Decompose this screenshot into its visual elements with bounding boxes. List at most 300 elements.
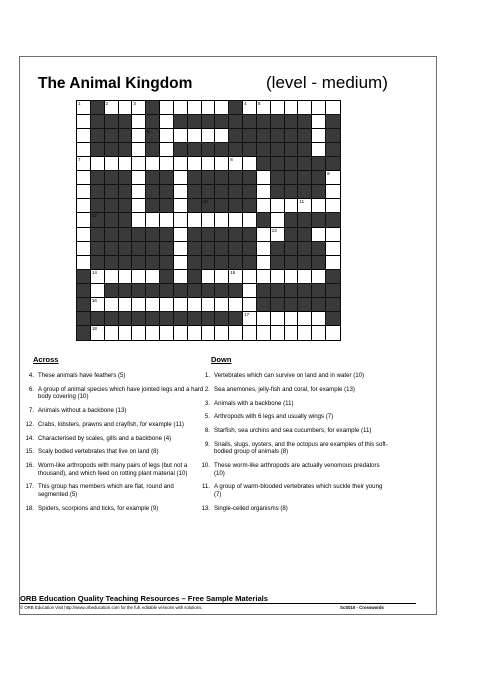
grid-block (132, 228, 146, 242)
grid-block (146, 171, 160, 185)
grid-block (132, 284, 146, 298)
clue-number-label: 4. (28, 372, 34, 379)
grid-cell[interactable] (312, 326, 326, 340)
clue-number-label: 16. (25, 462, 34, 470)
grid-cell[interactable] (132, 101, 146, 115)
grid-cell[interactable] (215, 298, 229, 312)
clue-number: 13 (271, 227, 277, 233)
grid-cell[interactable] (77, 213, 91, 227)
grid-block (298, 171, 312, 185)
grid-block (188, 284, 202, 298)
clue-number: 7 (78, 157, 81, 163)
grid-cell[interactable] (298, 326, 312, 340)
grid-block (202, 115, 216, 129)
grid-cell[interactable] (202, 157, 216, 171)
grid-cell[interactable] (119, 270, 133, 284)
grid-block (285, 256, 299, 270)
grid-block (160, 256, 174, 270)
grid-cell[interactable] (215, 213, 229, 227)
grid-cell[interactable] (146, 157, 160, 171)
grid-cell[interactable] (271, 228, 285, 242)
grid-cell[interactable] (77, 143, 91, 157)
grid-cell[interactable] (271, 101, 285, 115)
clue-item (20, 483, 205, 498)
clue-number: 6 (147, 129, 150, 135)
clue-item (20, 435, 205, 442)
clue-item (196, 427, 388, 434)
grid-cell[interactable] (105, 157, 119, 171)
grid-cell[interactable] (243, 270, 257, 284)
grid-cell[interactable] (160, 157, 174, 171)
grid-cell[interactable] (146, 213, 160, 227)
grid-block (146, 284, 160, 298)
grid-block (91, 115, 105, 129)
grid-cell[interactable] (174, 199, 188, 213)
clue-number: 17 (244, 311, 250, 317)
grid-block (119, 199, 133, 213)
grid-cell[interactable] (146, 270, 160, 284)
grid-block (160, 199, 174, 213)
footer-divider (20, 603, 416, 604)
grid-block (91, 143, 105, 157)
grid-cell[interactable] (215, 270, 229, 284)
grid-cell[interactable] (257, 101, 271, 115)
grid-block (326, 312, 340, 326)
clue-number: 1 (78, 101, 81, 106)
grid-cell[interactable] (174, 242, 188, 256)
grid-block (160, 185, 174, 199)
grid-block (160, 242, 174, 256)
grid-cell[interactable] (132, 185, 146, 199)
clue-text: Scaly bodied vertebrates that live on land (8) (38, 448, 159, 456)
grid-cell[interactable] (312, 143, 326, 157)
grid-block (326, 213, 340, 227)
clue-number: 16 (91, 297, 97, 303)
grid-cell[interactable] (132, 157, 146, 171)
grid-cell[interactable] (257, 326, 271, 340)
grid-block (119, 228, 133, 242)
grid-cell[interactable] (77, 115, 91, 129)
grid-block (119, 171, 133, 185)
grid-block (202, 242, 216, 256)
grid-cell[interactable] (271, 312, 285, 326)
grid-cell[interactable] (298, 199, 312, 213)
grid-block (271, 115, 285, 129)
grid-block (312, 242, 326, 256)
grid-cell[interactable] (174, 213, 188, 227)
grid-block (312, 157, 326, 171)
grid-cell[interactable] (119, 326, 133, 340)
grid-block (160, 171, 174, 185)
clue-text: A group of warm-blooded vertebrates which suckle their young (7) (214, 483, 383, 498)
grid-block (243, 228, 257, 242)
grid-block (229, 284, 243, 298)
grid-cell[interactable] (215, 101, 229, 115)
grid-block (215, 312, 229, 326)
grid-cell[interactable] (160, 298, 174, 312)
grid-cell[interactable] (298, 270, 312, 284)
clue-text: Starfish, sea urchins and sea cucumbers, for example (11) (214, 427, 372, 435)
clue-item (20, 421, 205, 428)
grid-block (298, 115, 312, 129)
grid-cell[interactable] (174, 185, 188, 199)
grid-cell[interactable] (77, 171, 91, 185)
grid-block (271, 284, 285, 298)
grid-block (132, 256, 146, 270)
grid-cell[interactable] (326, 256, 340, 270)
grid-block (229, 143, 243, 157)
grid-cell[interactable] (326, 101, 340, 115)
grid-cell[interactable] (243, 298, 257, 312)
grid-block (119, 242, 133, 256)
grid-cell[interactable] (215, 157, 229, 171)
grid-block (188, 256, 202, 270)
grid-cell[interactable] (188, 101, 202, 115)
grid-block (271, 143, 285, 157)
grid-cell[interactable] (132, 129, 146, 143)
grid-block (174, 284, 188, 298)
grid-block (312, 298, 326, 312)
grid-block (298, 228, 312, 242)
grid-cell[interactable] (243, 157, 257, 171)
grid-block (174, 143, 188, 157)
grid-cell[interactable] (77, 199, 91, 213)
grid-cell[interactable] (229, 298, 243, 312)
grid-block (285, 115, 299, 129)
grid-cell[interactable] (257, 312, 271, 326)
grid-block (215, 171, 229, 185)
grid-block (257, 143, 271, 157)
grid-cell[interactable] (312, 115, 326, 129)
grid-block (105, 199, 119, 213)
grid-cell[interactable] (215, 326, 229, 340)
grid-block (202, 284, 216, 298)
grid-cell[interactable] (160, 143, 174, 157)
grid-block (229, 185, 243, 199)
grid-block (77, 312, 91, 326)
grid-block (146, 129, 160, 143)
grid-block (91, 171, 105, 185)
grid-cell[interactable] (174, 270, 188, 284)
grid-cell[interactable] (257, 171, 271, 185)
grid-cell[interactable] (119, 101, 133, 115)
grid-block (146, 101, 160, 115)
grid-cell[interactable] (285, 270, 299, 284)
grid-block (285, 143, 299, 157)
grid-cell[interactable] (312, 312, 326, 326)
grid-cell[interactable] (119, 298, 133, 312)
grid-cell[interactable] (174, 129, 188, 143)
grid-block (285, 185, 299, 199)
grid-cell[interactable] (174, 157, 188, 171)
grid-block (257, 129, 271, 143)
grid-cell[interactable] (326, 326, 340, 340)
grid-block (202, 171, 216, 185)
footer-title: ORB Education Quality Teaching Resources – Free Sample Materials (20, 594, 268, 603)
grid-block (91, 213, 105, 227)
grid-cell[interactable] (132, 213, 146, 227)
grid-block (229, 199, 243, 213)
grid-cell[interactable] (132, 115, 146, 129)
grid-block (202, 312, 216, 326)
grid-block (285, 284, 299, 298)
clue-item (196, 372, 388, 379)
grid-cell[interactable] (132, 171, 146, 185)
grid-block (229, 129, 243, 143)
grid-block (188, 228, 202, 242)
grid-cell[interactable] (160, 326, 174, 340)
grid-block (326, 115, 340, 129)
grid-block (243, 199, 257, 213)
grid-block (271, 171, 285, 185)
grid-block (243, 171, 257, 185)
grid-block (326, 298, 340, 312)
grid-cell[interactable] (160, 115, 174, 129)
clue-text: These worm-like arthropods are actually venomous predators (10) (214, 462, 380, 477)
grid-block (160, 228, 174, 242)
grid-cell[interactable] (215, 129, 229, 143)
grid-cell[interactable] (243, 213, 257, 227)
grid-cell[interactable] (312, 101, 326, 115)
clue-item (196, 505, 388, 512)
clue-number: 11 (299, 199, 305, 205)
grid-cell[interactable] (229, 326, 243, 340)
grid-block (119, 115, 133, 129)
grid-block (188, 143, 202, 157)
grid-cell[interactable] (202, 129, 216, 143)
grid-block (312, 185, 326, 199)
grid-cell[interactable] (298, 312, 312, 326)
grid-cell[interactable] (119, 157, 133, 171)
grid-cell[interactable] (188, 298, 202, 312)
grid-block (312, 213, 326, 227)
grid-cell[interactable] (77, 228, 91, 242)
grid-cell[interactable] (257, 185, 271, 199)
grid-cell[interactable] (312, 228, 326, 242)
clue-number-label: 11. (201, 483, 210, 491)
grid-cell[interactable] (202, 101, 216, 115)
grid-cell[interactable] (91, 270, 105, 284)
grid-cell[interactable] (105, 270, 119, 284)
clue-item (20, 386, 205, 401)
grid-cell[interactable] (257, 270, 271, 284)
footer-code: ScS010 - Crosswords (340, 605, 384, 610)
grid-block (105, 228, 119, 242)
clue-number: 9 (327, 171, 330, 177)
grid-block (271, 185, 285, 199)
grid-cell[interactable] (132, 326, 146, 340)
grid-cell[interactable] (77, 157, 91, 171)
clue-item (196, 413, 388, 420)
grid-cell[interactable] (174, 256, 188, 270)
grid-cell[interactable] (312, 270, 326, 284)
grid-cell[interactable] (312, 199, 326, 213)
grid-block (298, 256, 312, 270)
grid-cell[interactable] (132, 143, 146, 157)
grid-cell[interactable] (257, 256, 271, 270)
grid-cell[interactable] (285, 199, 299, 213)
down-clues (196, 372, 388, 518)
grid-block (105, 284, 119, 298)
grid-cell[interactable] (271, 326, 285, 340)
grid-block (298, 284, 312, 298)
grid-cell[interactable] (77, 185, 91, 199)
clue-number: 3 (133, 101, 136, 106)
clue-number-label: 17. (25, 483, 34, 491)
grid-cell[interactable] (132, 298, 146, 312)
grid-block (298, 298, 312, 312)
clue-text: This group has members which are flat, round and segmented (5) (38, 483, 174, 498)
grid-cell[interactable] (229, 157, 243, 171)
grid-cell[interactable] (243, 326, 257, 340)
grid-cell[interactable] (202, 298, 216, 312)
grid-block (146, 242, 160, 256)
grid-cell[interactable] (174, 171, 188, 185)
grid-cell[interactable] (285, 326, 299, 340)
across-heading: Across (33, 355, 59, 364)
grid-cell[interactable] (160, 101, 174, 115)
grid-cell[interactable] (91, 157, 105, 171)
grid-cell[interactable] (326, 171, 340, 185)
grid-block (285, 171, 299, 185)
clue-number: 14 (91, 269, 97, 275)
grid-block (257, 115, 271, 129)
grid-cell[interactable] (229, 270, 243, 284)
grid-cell[interactable] (312, 129, 326, 143)
grid-cell[interactable] (271, 270, 285, 284)
grid-cell[interactable] (105, 298, 119, 312)
grid-cell[interactable] (174, 326, 188, 340)
grid-cell[interactable] (174, 228, 188, 242)
clue-text: Animals without a backbone (13) (38, 407, 127, 414)
clue-text: Sea anemones, jelly-fish and coral, for example (13) (214, 385, 355, 393)
grid-block (285, 213, 299, 227)
grid-block (77, 298, 91, 312)
grid-block (105, 213, 119, 227)
grid-cell[interactable] (298, 101, 312, 115)
grid-block (243, 115, 257, 129)
grid-cell[interactable] (91, 298, 105, 312)
grid-cell[interactable] (132, 270, 146, 284)
grid-cell[interactable] (77, 256, 91, 270)
grid-block (215, 284, 229, 298)
clue-number-label: 15. (25, 448, 34, 456)
grid-block (160, 312, 174, 326)
grid-block (146, 312, 160, 326)
grid-block (91, 312, 105, 326)
grid-cell[interactable] (229, 213, 243, 227)
grid-cell[interactable] (105, 326, 119, 340)
clue-item (20, 407, 205, 414)
grid-block (132, 242, 146, 256)
grid-block (271, 242, 285, 256)
clue-text: Worm-like arthropods with many pairs of legs (but not a thousand), and which feed on rotting plant material (10) (38, 462, 188, 477)
grid-cell[interactable] (91, 326, 105, 340)
grid-cell[interactable] (243, 101, 257, 115)
grid-block (77, 284, 91, 298)
clue-text: Snails, slugs, oysters, and the octopus are examples of this soft-bodied group of animals (8) (214, 440, 388, 456)
grid-cell[interactable] (146, 298, 160, 312)
clue-number-label: 1. (204, 372, 210, 379)
clue-text: Characterised by scales, gills and a backbone (4) (38, 434, 172, 442)
clue-item (196, 462, 388, 477)
grid-block (298, 143, 312, 157)
grid-cell[interactable] (285, 101, 299, 115)
grid-block (243, 256, 257, 270)
grid-block (271, 157, 285, 171)
clue-number-label: 18. (25, 504, 34, 512)
clue-number-label: 9. (204, 440, 210, 448)
grid-cell[interactable] (257, 199, 271, 213)
grid-cell[interactable] (326, 228, 340, 242)
grid-block (215, 256, 229, 270)
grid-block (188, 242, 202, 256)
grid-block (229, 312, 243, 326)
grid-cell[interactable] (160, 129, 174, 143)
grid-cell[interactable] (243, 284, 257, 298)
clue-number-label: 10. (201, 462, 210, 470)
grid-cell[interactable] (271, 199, 285, 213)
grid-cell[interactable] (188, 129, 202, 143)
grid-cell[interactable] (77, 129, 91, 143)
grid-cell[interactable] (257, 228, 271, 242)
grid-cell[interactable] (174, 298, 188, 312)
grid-block (312, 256, 326, 270)
grid-block (105, 312, 119, 326)
grid-cell[interactable] (91, 284, 105, 298)
grid-cell[interactable] (105, 101, 119, 115)
grid-cell[interactable] (326, 185, 340, 199)
clue-number: 4 (244, 101, 247, 106)
grid-block (91, 228, 105, 242)
grid-block (91, 129, 105, 143)
grid-block (119, 143, 133, 157)
clue-text: Single-celled organisms (8) (214, 504, 288, 512)
grid-cell[interactable] (202, 326, 216, 340)
grid-block (91, 242, 105, 256)
grid-block (146, 228, 160, 242)
grid-cell[interactable] (77, 242, 91, 256)
grid-cell[interactable] (160, 213, 174, 227)
grid-cell[interactable] (202, 213, 216, 227)
grid-cell[interactable] (77, 101, 91, 115)
grid-cell[interactable] (188, 157, 202, 171)
grid-block (91, 199, 105, 213)
grid-block (298, 129, 312, 143)
grid-block (298, 213, 312, 227)
grid-cell[interactable] (188, 326, 202, 340)
grid-cell[interactable] (326, 199, 340, 213)
grid-block (188, 199, 202, 213)
grid-cell[interactable] (202, 270, 216, 284)
grid-cell[interactable] (257, 242, 271, 256)
grid-block (174, 115, 188, 129)
grid-cell[interactable] (174, 101, 188, 115)
grid-block (146, 256, 160, 270)
grid-block (202, 185, 216, 199)
grid-block (229, 256, 243, 270)
grid-cell[interactable] (243, 312, 257, 326)
grid-cell[interactable] (132, 199, 146, 213)
grid-block (119, 213, 133, 227)
grid-cell[interactable] (271, 213, 285, 227)
clue-number-label: 2. (204, 385, 210, 393)
grid-cell[interactable] (285, 312, 299, 326)
grid-block (160, 284, 174, 298)
grid-cell[interactable] (188, 213, 202, 227)
grid-cell[interactable] (146, 326, 160, 340)
grid-cell[interactable] (326, 242, 340, 256)
